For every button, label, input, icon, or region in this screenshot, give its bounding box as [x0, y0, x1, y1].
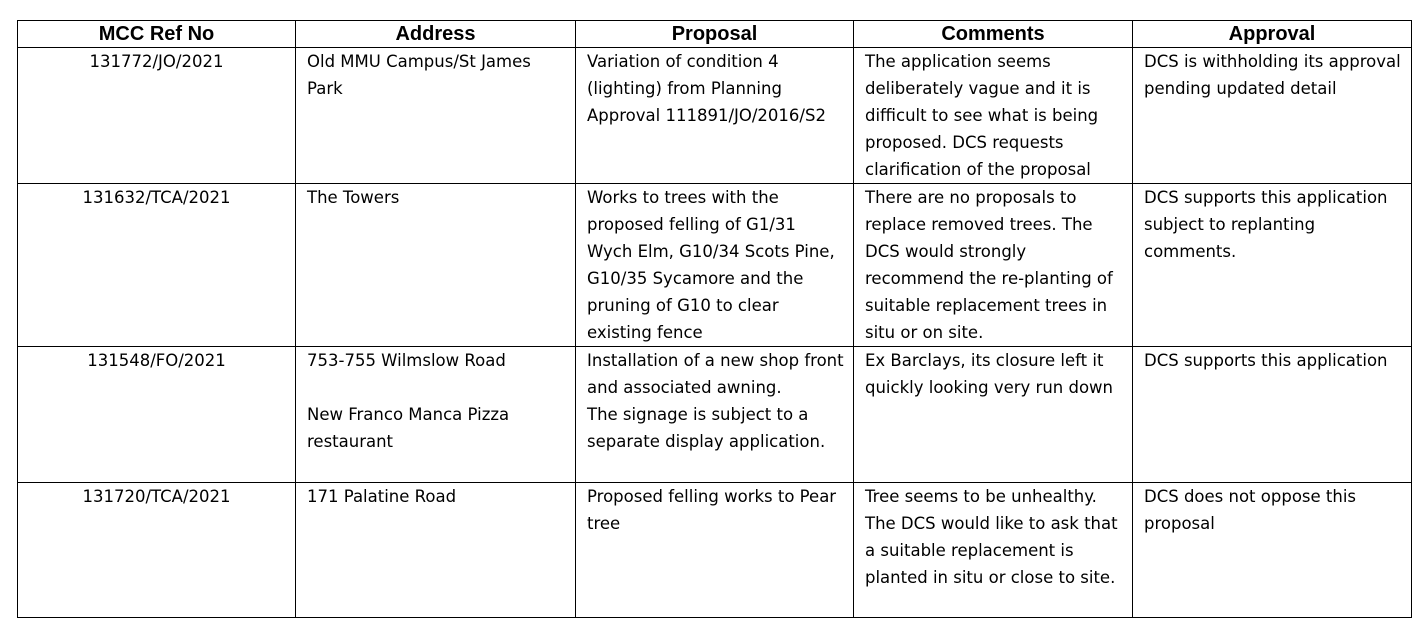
header-address: Address: [296, 21, 576, 48]
cell-ref: 131548/FO/2021: [18, 347, 296, 483]
cell-approval: DCS supports this application: [1133, 347, 1412, 483]
cell-comments: There are no proposals to replace removed trees. The DCS would strongly recommend the re-planting of suitable replacement trees in situ or on site.: [854, 184, 1133, 347]
cell-comments: Tree seems to be unhealthy. The DCS would like to ask that a suitable replacement is planted in situ or close to site.: [854, 483, 1133, 618]
cell-proposal: Installation of a new shop front and associated awning. The signage is subject to a separate display application.: [576, 347, 854, 483]
cell-approval: DCS does not oppose this proposal: [1133, 483, 1412, 618]
table-row: [18, 347, 1412, 483]
header-row: [18, 21, 1412, 48]
header-ref: MCC Ref No: [18, 21, 296, 48]
table-row: [18, 48, 1412, 184]
cell-ref: 131772/JO/2021: [18, 48, 296, 184]
cell-ref: 131720/TCA/2021: [18, 483, 296, 618]
header-approval: Approval: [1133, 21, 1412, 48]
cell-address: 171 Palatine Road: [296, 483, 576, 618]
cell-address: 753-755 Wilmslow Road New Franco Manca Pizza restaurant: [296, 347, 576, 483]
cell-comments: The application seems deliberately vague and it is difficult to see what is being proposed. DCS requests clarification of the proposal: [854, 48, 1133, 184]
cell-approval: DCS supports this application subject to replanting comments.: [1133, 184, 1412, 347]
planning-applications-table: [17, 20, 1412, 618]
cell-address: Old MMU Campus/St James Park: [296, 48, 576, 184]
header-comments: Comments: [854, 21, 1133, 48]
cell-address: The Towers: [296, 184, 576, 347]
table-row: [18, 184, 1412, 347]
cell-approval: DCS is withholding its approval pending updated detail: [1133, 48, 1412, 184]
cell-proposal: Works to trees with the proposed felling of G1/31 Wych Elm, G10/34 Scots Pine, G10/35 Sycamore and the pruning of G10 to clear existing fence: [576, 184, 854, 347]
cell-comments: Ex Barclays, its closure left it quickly looking very run down: [854, 347, 1133, 483]
table-row: [18, 483, 1412, 618]
cell-proposal: Variation of condition 4 (lighting) from Planning Approval 111891/JO/2016/S2: [576, 48, 854, 184]
cell-proposal: Proposed felling works to Pear tree: [576, 483, 854, 618]
header-proposal: Proposal: [576, 21, 854, 48]
cell-ref: 131632/TCA/2021: [18, 184, 296, 347]
